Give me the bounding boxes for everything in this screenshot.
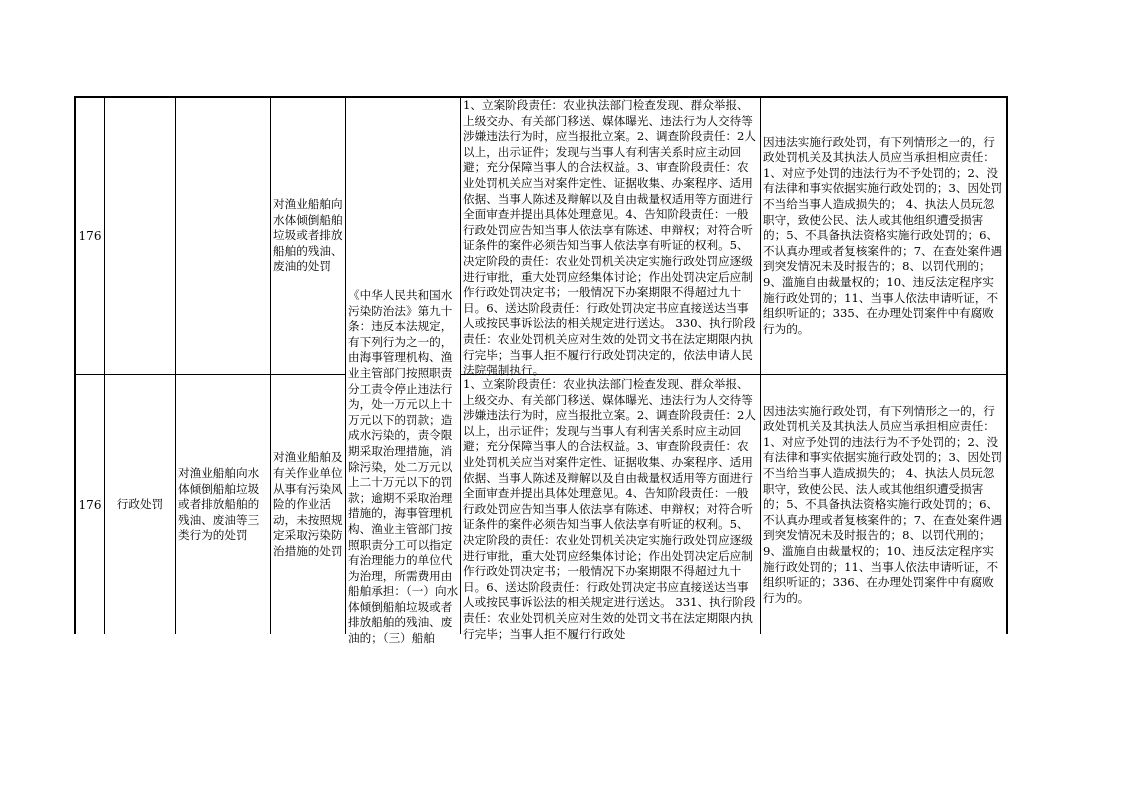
legal-basis-text: 《中华人民共和国水污染防治法》第九十条：违反本法规定，有下列行为之一的，由海事管理机构、渔业主管部门按照职责分工责令停止违法行为，处一万元以上十万元以下的罚款；造成水污染的，责令限期采取治理措施，消除污染，处二万元以上二十万元以下的罚款；逾期不采取治理措施的，海事管理机构、渔业主管部门按照职责分工可以指定有治理能力的单位代为治理，所需费用由船舶承担：（一）向水体倾倒船舶垃圾或者排放船舶的残油、废油的；（三）船舶 xyxy=(348,288,459,646)
row-1-accountability-text: 因违法实施行政处罚，有下列情形之一的，行政处罚机关及其执法人员应当承担相应责任：1、对应予处罚的违法行为不予处罚的；2、没有法律和事实依据实施行政处罚的；3、因处罚不当给当事人造成损失的； 4、执法人员玩忽职守，致使公民、法人或其他组织遭受损害的；5、不具备执法资格实施行政处罚的；6、不认真办理或者复核案件的；7、在查处案件遇到突发情况未及时报告的；8、以罚代刑的；9、滥施自由裁量权的；10、违反法定程序实施行政处罚的；11、当事人依法申请听证，不组织听证的；335、在办理处罚案件中有腐败行为的。 xyxy=(763,134,1003,336)
col-divider-6 xyxy=(760,96,761,634)
row-2-category xyxy=(105,376,175,634)
row-1-responsibility xyxy=(463,98,759,378)
row-2-sub-item xyxy=(273,376,343,634)
row-2-number-text: 176 xyxy=(78,498,102,512)
col-divider-5 xyxy=(460,96,461,634)
row-1-accountability xyxy=(763,98,1005,374)
row-2-responsibility-text: 1、立案阶段责任：农业执法部门检查发现、群众举报、上级交办、有关部门移送、媒体曝光、违法行为人交待等涉嫌违法行为时，应当报批立案。2、调查阶段责任：2人以上，出示证件；发现与当事人有利害关系时应主动回避；充分保障当事人的合法权益。3、审查阶段责任：农业处罚机关应当对案件定性、证据收集、办案程序、适用依据、当事人陈述及辩解以及自由裁量权适用等方面进行全面审查并提出具体处理意见。4、告知阶段责任：一般行政处罚应告知当事人依法享有陈述、申辩权；对符合听证条件的案件必须告知当事人依法享有听证的权利。5、决定阶段的责任：农业处罚机关决定实施行政处罚应逐级进行审批，重大处罚应经集体讨论；作出处罚决定后应制作行政处罚决定书；一般情况下办案期限不得超过九十日。6、送达阶段责任：行政处罚决定书应直接送达当事人或按民事诉讼法的相关规定进行送达。 331、执行阶段责任：农业处罚机关应对生效的处罚文书在法定期限内执行完毕；当事人拒不履行行政处 xyxy=(463,377,757,641)
row-2-item-name-text: 对渔业船舶向水体倾倒船舶垃圾或者排放船舶的残油、废油等三类行为的处罚 xyxy=(178,466,260,543)
row-1-responsibility-text: 1、立案阶段责任：农业执法部门检查发现、群众举报、上级交办、有关部门移送、媒体曝光、违法行为人交待等涉嫌违法行为时，应当报批立案。2、调查阶段责任：2人以上，出示证件；发现与当事人有利害关系时应主动回避；充分保障当事人的合法权益。3、审查阶段责任：农业处罚机关应当对案件定性、证据收集、办案程序、适用依据、当事人陈述及辩解以及自由裁量权适用等方面进行全面审查并提出具体处理意见。4、告知阶段责任：一般行政处罚应告知当事人依法享有陈述、申辩权；对符合听证条件的案件必须告知当事人依法享有听证的权利。5、决定阶段的责任：农业处罚机关决定实施行政处罚应逐级进行审批，重大处罚应经集体讨论；作出处罚决定后应制作行政处罚决定书；一般情况下办案期限不得超过九十日。6、送达阶段责任：行政处罚决定书应直接送达当事人或按民事诉讼法的相关规定进行送达。 330、执行阶段责任：农业处罚机关应对生效的处罚文书在法定期限内执行完毕；当事人拒不履行行政处罚决定的，依法申请人民法院强制执行。 xyxy=(463,98,757,378)
row-2-number xyxy=(76,376,104,634)
row-1-sub-item-text: 对渔业船舶向水体倾倒船舶垃圾或者排放船舶的残油、废油的处罚 xyxy=(273,197,343,274)
row-1-item-name xyxy=(176,98,270,374)
row-2-accountability-text: 因违法实施行政处罚，有下列情形之一的，行政处罚机关及其执法人员应当承担相应责任：1、对应予处罚的违法行为不予处罚的；2、没有法律和事实依据实施行政处罚的；3、因处罚不当给当事人造成损失的； 4、执法人员玩忽职守，致使公民、法人或其他组织遭受损害的；5、不具备执法资格实施行政处罚的；6、不认真办理或者复核案件的；7、在查处案件遇到突发情况未及时报告的；8、以罚代刑的；9、滥施自由裁量权的；10、违反法定程序实施行政处罚的；11、当事人依法申请听证，不组织听证的；336、在办理处罚案件中有腐败行为的。 xyxy=(763,403,1003,605)
row-2-category-text: 行政处罚 xyxy=(116,497,164,512)
col-divider-3 xyxy=(270,96,271,634)
row-1-category xyxy=(105,98,175,374)
row-2-sub-item-text: 对渔业船舶及有关作业单位从事有污染风险的作业活动，未按照规定采取污染防治措施的处罚 xyxy=(273,450,343,558)
row-divider-a xyxy=(74,374,346,375)
row-2-responsibility xyxy=(463,377,759,641)
row-1-sub-item xyxy=(273,98,343,374)
table-right-border xyxy=(1006,96,1008,634)
col-divider-4 xyxy=(345,96,346,634)
row-1-number-text: 176 xyxy=(78,229,102,243)
legal-basis-cell xyxy=(348,288,459,646)
row-2-accountability xyxy=(763,376,1005,634)
row-2-item-name xyxy=(178,376,270,634)
row-1-number xyxy=(76,98,104,374)
